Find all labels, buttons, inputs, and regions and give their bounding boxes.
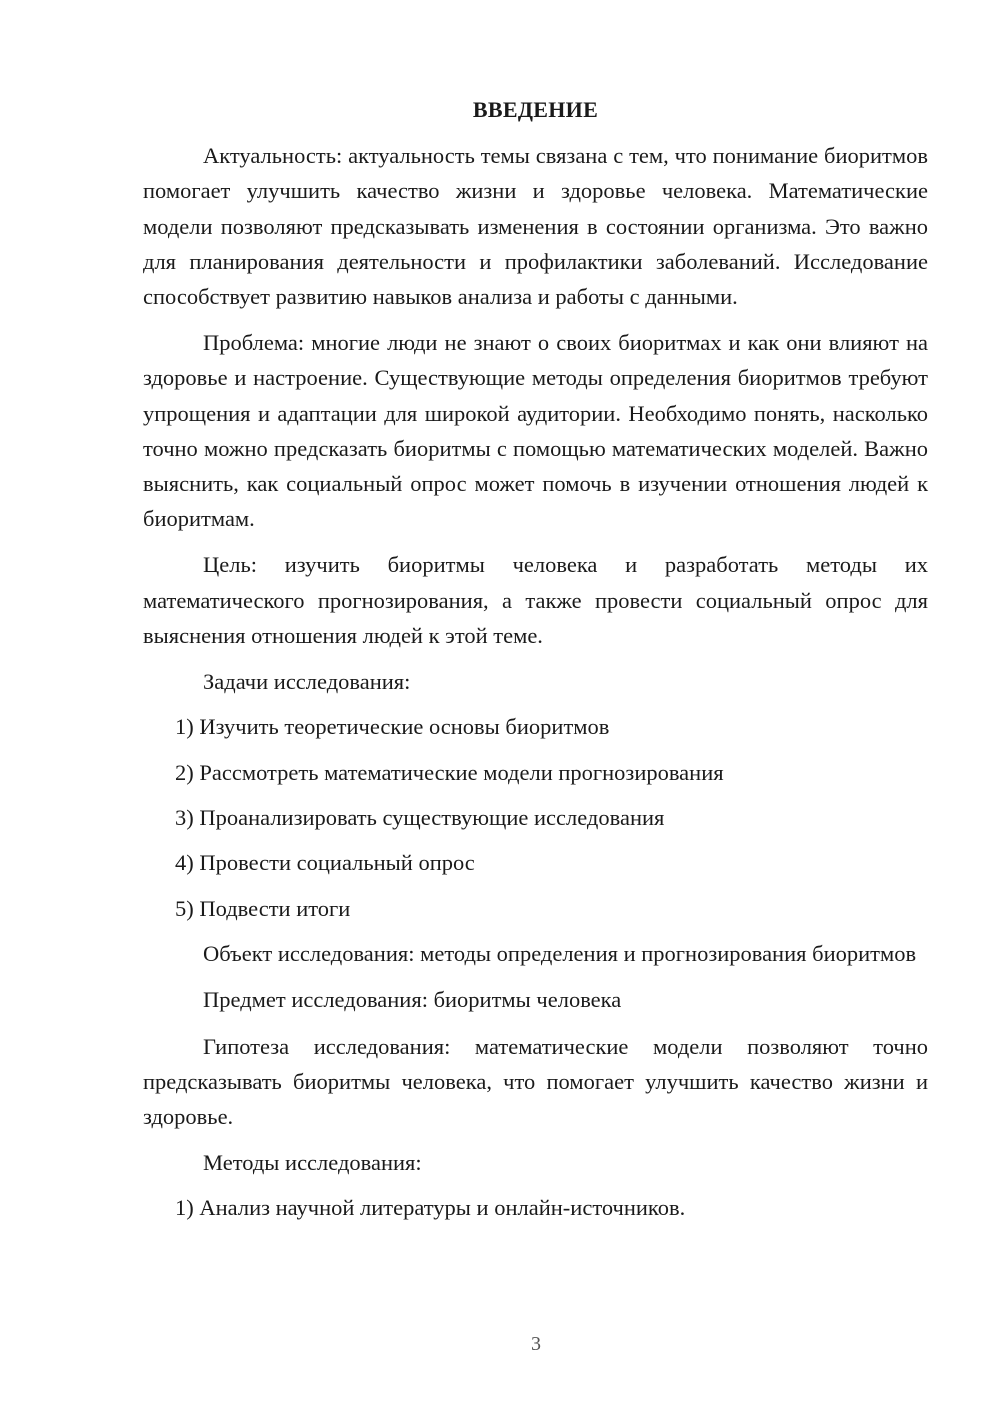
hypothesis-paragraph: Гипотеза исследования: математические модели позволяют точно предсказывать биоритмы человека, что помогает улучшить качество жизни и здоровье.	[143, 1033, 928, 1130]
methods-list	[143, 1190, 928, 1225]
tasks-list	[143, 709, 928, 926]
goal-paragraph: Цель: изучить биоритмы человека и разработать методы их математического прогнозирования, а также провести социальный опрос для выяснения отношения людей к этой теме.	[143, 552, 928, 648]
task-item: 2) Рассмотреть математические модели прогнозирования	[175, 759, 724, 785]
task-item: 1) Изучить теоретические основы биоритмов	[175, 714, 610, 740]
method-item: 1) Анализ научной литературы и онлайн-источников.	[175, 1195, 686, 1221]
tasks-title: Задачи исследования:	[203, 669, 411, 695]
methods-title: Методы исследования:	[203, 1150, 422, 1176]
object-paragraph: Объект исследования: методы определения и прогнозирования биоритмов	[203, 941, 917, 967]
page-number: 3	[531, 1333, 541, 1355]
task-item: 5) Подвести итоги	[175, 895, 351, 921]
relevance-paragraph: Актуальность: актуальность темы связана с тем, что понимание биоритмов помогает улучшить качество жизни и здоровье человека. Математические модели позволяют предсказывать изменения в состоянии организма. Это важно для планирования деятельности и профилактики заболеваний. Исследование способствует развитию навыков анализа и работы с данными.	[143, 143, 928, 310]
subject-paragraph: Предмет исследования: биоритмы человека	[203, 987, 622, 1013]
task-item: 4) Провести социальный опрос	[175, 850, 475, 876]
document-page	[143, 92, 928, 1236]
problem-paragraph: Проблема: многие люди не знают о своих биоритмах и как они влияют на здоровье и настроение. Существующие методы определения биоритмов требуют упрощения и адаптации для широкой аудитории. Необходимо понять, насколько точно можно предсказать биоритмы с помощью математических моделей. Важно выяснить, как социальный опрос может помочь в изучении отношения людей к биоритмам.	[143, 330, 928, 532]
section-heading: ВВЕДЕНИЕ	[472, 97, 599, 122]
task-item: 3) Проанализировать существующие исследования	[175, 805, 665, 831]
